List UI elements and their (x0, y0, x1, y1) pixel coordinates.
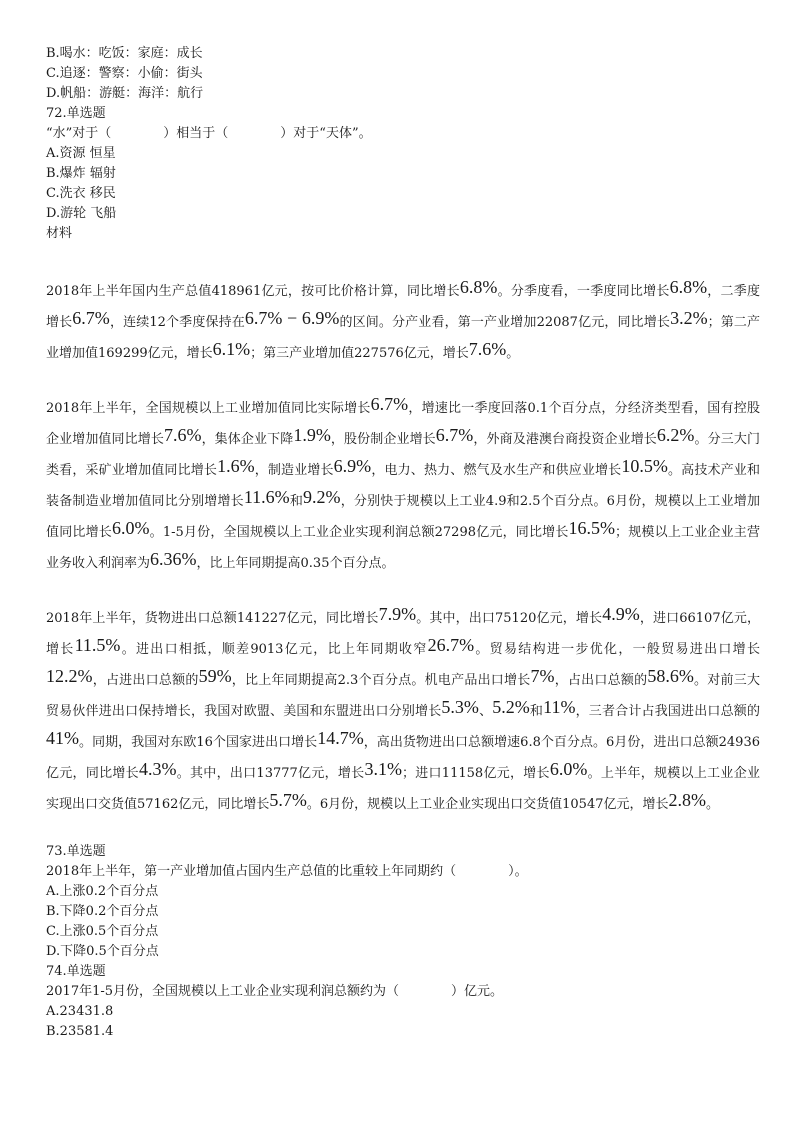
text-run: 。 (706, 797, 720, 812)
text-run: 2018年上半年，全国规模以上工业增加值同比实际增长 (46, 401, 371, 416)
text-run: 。其中，出口13777亿元，增长 (176, 766, 365, 781)
text-run: 。1-5月份，全国规模以上工业企业实现利润总额27298亿元，同比增长 (149, 525, 569, 540)
text-run: ；规模以上工业企业主营业务收入利润率为 (46, 525, 760, 571)
material-paragraph-trade (46, 601, 760, 818)
text-run: ；进口11158亿元，增长 (401, 766, 550, 781)
text-run: ，比上年同期提高0.35个百分点。 (196, 556, 395, 571)
text-run: ；第三产业增加值227576亿元，增长 (250, 346, 469, 361)
percentage-value: 11% (543, 697, 576, 717)
text-run: 的区间。分产业看，第一产业增加22087亿元，同比增长 (339, 315, 671, 330)
q71-option-b[interactable]: B.喝水：吃饭：家庭：成长 (46, 46, 203, 61)
text-run: 2018年上半年，货物进出口总额141227亿元，同比增长 (46, 611, 379, 626)
q71-options (46, 44, 760, 104)
q74-number: 74.单选题 (46, 964, 106, 979)
percentage-value: 10.5% (621, 456, 668, 476)
q73-option-a[interactable]: A.上涨0.2个百分点 (46, 884, 159, 899)
text-run: ，占出口总额的 (554, 673, 648, 688)
percentage-value: 6.1% (212, 339, 251, 359)
text-run: ，增速比一季度回落0.1个百分点，分经济类型看，国有控股企业增加值同比增长 (46, 401, 760, 447)
material-paragraph-gdp (46, 274, 760, 367)
percentage-value: 6.9% (333, 456, 372, 476)
text-run: 。分季度看，一季度同比增长 (497, 284, 670, 299)
percentage-value: 1.9% (293, 425, 331, 445)
text-run: ，二季度增长 (46, 284, 760, 330)
text-run: ，占进出口总额的 (92, 673, 199, 688)
text-run: 。对前三大贸易伙伴进出口保持增长，我国对欧盟、美国和东盟进出口分别增长 (46, 673, 760, 719)
percentage-value: 6.8% (669, 277, 708, 297)
percentage-value: 58.6% (647, 666, 694, 686)
q72-option-b[interactable]: B.爆炸 辐射 (46, 166, 116, 181)
text-run: ，三者合计占我国进出口总额的 (575, 704, 760, 719)
text-run: 和 (289, 494, 304, 509)
text-run: 。进出口相抵，顺差9013亿元，比上年同期收窄 (120, 642, 428, 657)
material-label: 材料 (46, 226, 73, 241)
percentage-value: 6.0% (549, 759, 588, 779)
q71-option-d[interactable]: D.帆船：游艇：海洋：航行 (46, 86, 204, 101)
percentage-value: 4.9% (602, 604, 640, 624)
percentage-value: 6.0% (111, 518, 150, 538)
percentage-value: 41% (46, 728, 79, 748)
text-run: ，集体企业下降 (201, 432, 294, 447)
q72-number: 72.单选题 (46, 106, 106, 121)
text-run: ，进口66107亿元，增长 (46, 611, 760, 657)
percentage-value: 7.6% (163, 425, 202, 445)
percentage-value: 6.7% − 6.9% (244, 308, 340, 328)
text-run: 。高技术产业和装备制造业增加值同比分别增增长 (46, 463, 760, 509)
text-run: 。分三大门类看，采矿业增加值同比增长 (46, 432, 760, 478)
percentage-value: 5.3% (441, 697, 479, 717)
percentage-value: 59% (198, 666, 232, 686)
text-run: ，股份制企业增长 (330, 432, 436, 447)
q73-option-d[interactable]: D.下降0.5个百分点 (46, 944, 159, 959)
text-run: ，电力、热力、燃气及水生产和供应业增长 (371, 463, 622, 478)
percentage-value: 6.36% (150, 549, 197, 569)
percentage-value: 7.9% (378, 604, 417, 624)
text-run: ，分别快于规模以上工业4.9和2.5个百分点。6月份，规模以上工业增加值同比增长 (46, 494, 760, 540)
percentage-value: 6.8% (459, 277, 498, 297)
percentage-value: 6.7% (435, 425, 474, 445)
q72-option-d[interactable]: D.游轮 飞船 (46, 206, 117, 221)
q73-option-c[interactable]: C.上涨0.5个百分点 (46, 924, 159, 939)
text-run: ，连续12个季度保持在 (109, 315, 245, 330)
text-run: ；第二产业增加值169299亿元，增长 (46, 315, 760, 361)
text-run: 。同期，我国对东欧16个国家进出口增长 (79, 735, 318, 750)
question-74 (46, 962, 760, 1042)
percentage-value: 3.2% (670, 308, 708, 328)
percentage-value: 5.2% (492, 697, 530, 717)
text-run: 、 (478, 704, 493, 719)
text-run: 。其中，出口75120亿元，增长 (416, 611, 603, 626)
text-run: ，高出货物进出口总额增速6.8个百分点。6月份，进出口总额24936亿元，同比增长 (46, 735, 760, 781)
q74-option-a[interactable]: A.23431.8 (46, 1004, 114, 1019)
percentage-value: 7.6% (468, 339, 507, 359)
percentage-value: 3.1% (364, 759, 402, 779)
q71-option-c[interactable]: C.追逐：警察：小偷：街头 (46, 66, 203, 81)
percentage-value: 9.2% (303, 487, 341, 507)
text-run: 。6月份，规模以上工业企业实现出口交货值10547亿元，增长 (306, 797, 669, 812)
q72-stem: “水”对于（ ）相当于（ ）对于“天体”。 (46, 126, 372, 141)
text-run: 2018年上半年国内生产总值418961亿元，按可比价格计算，同比增长 (46, 284, 460, 299)
text-run: 。贸易结构进一步优化，一般贸易进出口增长 (474, 642, 760, 657)
text-run: ，外商及港澳台商投资企业增长 (473, 432, 657, 447)
percentage-value: 26.7% (427, 635, 475, 655)
q73-number: 73.单选题 (46, 844, 106, 859)
percentage-value: 5.7% (269, 790, 307, 810)
question-72 (46, 104, 760, 224)
percentage-value: 14.7% (317, 728, 364, 748)
material-paragraph-industry (46, 391, 760, 577)
q73-option-b[interactable]: B.下降0.2个百分点 (46, 904, 159, 919)
percentage-value: 6.2% (656, 425, 695, 445)
percentage-value: 4.3% (138, 759, 177, 779)
question-73 (46, 842, 760, 962)
q72-option-a[interactable]: A.资源 恒星 (46, 146, 116, 161)
percentage-value: 12.2% (46, 666, 93, 686)
percentage-value: 7% (530, 666, 555, 686)
text-run: ，制造业增长 (254, 463, 334, 478)
q74-stem: 2017年1-5月份，全国规模以上工业企业实现利润总额约为（ ）亿元。 (46, 984, 504, 999)
percentage-value: 11.6% (243, 487, 290, 507)
percentage-value: 6.7% (370, 394, 409, 414)
percentage-value: 6.7% (72, 308, 110, 328)
text-run: 。 (506, 346, 520, 361)
percentage-value: 11.5% (74, 635, 121, 655)
text-run: ，比上年同期提高2.3个百分点。机电产品出口增长 (231, 673, 531, 688)
q73-stem: 2018年上半年，第一产业增加值占国内生产总值的比重较上年同期约（ ）。 (46, 864, 528, 879)
text-run: 和 (529, 704, 544, 719)
percentage-value: 1.6% (217, 456, 255, 476)
q72-option-c[interactable]: C.洗衣 移民 (46, 186, 116, 201)
text-run: 。上半年，规模以上工业企业实现出口交货值57162亿元，同比增长 (46, 766, 760, 812)
q74-option-b[interactable]: B.23581.4 (46, 1024, 114, 1039)
percentage-value: 16.5% (568, 518, 616, 538)
percentage-value: 2.8% (668, 790, 706, 810)
